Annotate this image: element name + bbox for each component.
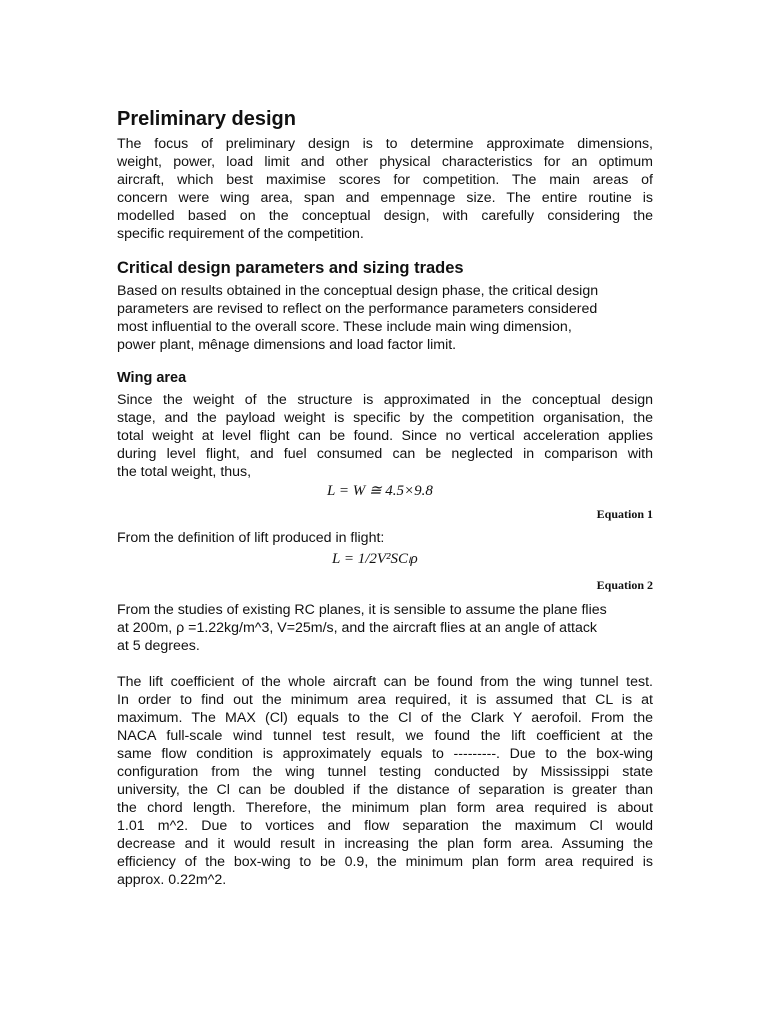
text-line: at 5 degrees. [117,638,200,654]
studies-paragraph [117,601,653,655]
text-line: 1.01 m^2. Due to vortices and flow separation the maximum Cl would [117,818,653,834]
text-line: aircraft, which best maximise scores for competition. The main areas of [117,172,653,188]
text-line: during level flight, and fuel consumed can be neglected in comparison with [117,446,653,462]
text-line: The lift coefficient of the whole aircraft can be found from the wing tunnel test. [117,674,653,690]
text-line: weight, power, load limit and other physical characteristics for an optimum [117,154,653,170]
text-line: The focus of preliminary design is to determine approximate dimensions, [117,136,653,152]
text-line: at 200m, ρ =1.22kg/m^3, V=25m/s, and the aircraft flies at an angle of attack [117,620,598,636]
text-line: approx. 0.22m^2. [117,872,227,888]
text-line: specific requirement of the competition. [117,226,364,242]
text-line: concern were wing area, span and empennage size. The entire routine is [117,190,653,206]
page-title: Preliminary design [117,108,296,130]
text-line: the total weight, thus, [117,464,252,480]
lift-coefficient-paragraph [117,673,653,889]
wing-area-paragraph [117,391,653,481]
intro-paragraph [117,135,653,243]
equation-2-label: Equation 2 [596,578,653,592]
text-line: efficiency of the box-wing to be 0.9, the minimum plan form area required is [117,854,653,870]
text-line: stage, and the payload weight is specific by the competition organisation, the [117,410,653,426]
text-line: maximum. The MAX (Cl) equals to the Cl of the Clark Y aerofoil. From the [117,710,653,726]
text-line: most influential to the overall score. These include main wing dimension, [117,319,572,335]
equation-1-label: Equation 1 [596,507,653,521]
critical-paragraph [117,282,653,354]
text-line: NACA full-scale wind tunnel test result, we found the lift coefficient at the [117,728,653,744]
text-line: parameters are revised to reflect on the performance parameters considered [117,301,598,317]
wing-area-heading: Wing area [117,370,187,386]
text-line: decrease and it would result in increasing the plan form area. Assuming the [117,836,653,852]
text-line: From the studies of existing RC planes, it is sensible to assume the plane flies [117,602,607,618]
text-line: the chord length. Therefore, the minimum plan form area required is about [117,800,653,816]
text-line: Since the weight of the structure is approximated in the conceptual design [117,392,653,408]
text-line: configuration from the wing tunnel testing conducted by Mississippi state [117,764,653,780]
text-line: power plant, mênage dimensions and load factor limit. [117,337,457,353]
equation-1: L = W ≅ 4.5×9.8 [327,483,433,499]
text-line: university, the Cl can be doubled if the distance of separation is greater than [117,782,653,798]
text-line: From the definition of lift produced in flight: [117,530,385,546]
text-line: total weight at level flight can be found. Since no vertical acceleration applies [117,428,653,444]
text-line: same flow condition is approximately equals to ---------. Due to the box-wing [117,746,653,762]
equation-2: L = 1/2V²SCₗρ [332,551,418,567]
text-line: In order to find out the minimum area required, it is assumed that CL is at [117,692,653,708]
critical-heading: Critical design parameters and sizing trades [117,259,464,277]
text-line: modelled based on the conceptual design, with carefully considering the [117,208,653,224]
text-line: Based on results obtained in the conceptual design phase, the critical design [117,283,599,299]
lift-intro [117,529,653,547]
